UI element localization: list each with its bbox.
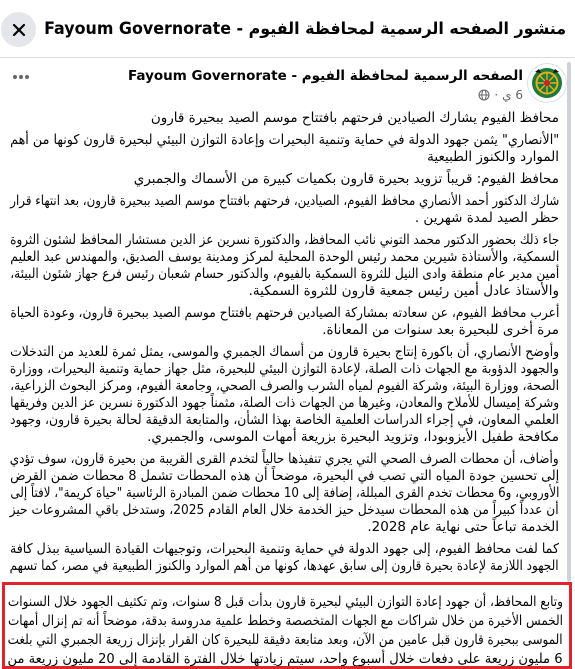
text-line: السمكية، والأستاذة شيرين محمد رئيس الوحدة المحلية لمركز ومدينة يوسف الصديق، والمهندس عبد العليم — [9, 249, 559, 265]
page-avatar[interactable] — [527, 63, 567, 103]
text-line-row — [10, 485, 559, 502]
post-paragraph — [10, 110, 559, 127]
post-paragraph — [10, 344, 559, 446]
text-line: والجهود الدؤوبة مع الجهات ذات الصلة، لإعادة التوازن البيئي للبحيرة، مثل جهاز حماية وتنمية البحيرات، ووزارة — [10, 361, 559, 377]
page-name-link[interactable]: الصفحه الرسمية لمحافظة الفيوم - Fayoum Governorate — [127, 68, 523, 84]
text-line-row — [10, 210, 559, 227]
text-line-row — [8, 612, 563, 631]
text-line: أمين مدير عام منطقة وادى النيل للثروة السمكية بالفيوم، والدكتور حسام شعبان رئيس فرع جهاز شئون البيئة، — [10, 266, 559, 282]
text-line: حظر الصيد لمدة شهرين . — [414, 210, 559, 226]
text-line-row — [10, 451, 559, 468]
text-line: الخدمة تباعاً حتى نهاية عام 2028. — [367, 519, 559, 535]
text-line: والأستاذ عادل أمين رئيس جمعية قارون للثروة السمكية. — [248, 283, 559, 299]
post-paragraph — [10, 305, 559, 339]
text-line-row — [10, 558, 559, 575]
text-line: شارك الدكتور أحمد الأنصاري محافظ الفيوم، الصيادين، فرحتهم بافتتاح موسم الصيد ببحيرة قارون، بعد انتهاء قرار — [9, 193, 559, 209]
highlighted-paragraph — [8, 593, 563, 669]
post-paragraph — [10, 541, 559, 575]
text-line-row — [10, 429, 559, 446]
post-paragraph — [10, 232, 559, 300]
text-line: أعرب محافظ الفيوم، عن سعادته بمشاركة الصيادين فرحتهم بافتتاح موسم الصيد ببحيرة قارون، وعودة الحياة — [9, 305, 559, 321]
text-line: وأوضح الأنصاري، أن باكورة إنتاج بحيرة قارون من أسماك الجمبري والموسى، يمثل ثمرة للعديد من التدخلات — [10, 344, 559, 360]
close-button[interactable] — [1, 12, 36, 47]
text-line-row — [10, 110, 559, 127]
more-options-icon — [12, 74, 30, 80]
text-line-row — [10, 502, 559, 519]
text-line-row — [8, 631, 563, 650]
more-options-button[interactable] — [6, 64, 36, 90]
text-line: الصحة، ووزارة البيئة، وشركة الفيوم لمياه الشرب والصرف الصحي، وجامعة الفيوم، ومركز البحوث الزراعية، — [9, 378, 559, 394]
page-name-row — [40, 67, 523, 86]
governorate-emblem-icon — [527, 63, 567, 103]
post-timestamp[interactable]: 6 ي — [502, 88, 523, 102]
text-line: "الأنصاري" يثمن جهود الدولة في حماية وتنمية البحيرات وإعادة التوازن البيئي لبحيرة قارون كونها من أهم — [10, 132, 559, 148]
meta-separator: · — [494, 88, 499, 102]
text-line-row — [10, 283, 559, 300]
text-line: جاء ذلك بحضور الدكتور محمد التوني نائب المحافظ، والدكتورة نسرين عز الدين مستشار المحافظ لشئون الثروة — [9, 232, 559, 248]
text-line: الموارد والكنوز الطبيعية — [427, 149, 559, 165]
post-paragraph — [10, 132, 559, 166]
text-line: الجهود اللازمة لإعادة بحيرة قارون إلى سابق عهدها، كونها من أهم الموارد والكنوز الطبيعية في مصر، كما تسهم — [9, 558, 559, 574]
text-line-row — [8, 650, 563, 669]
text-line-row — [10, 149, 559, 166]
dialog-header — [0, 0, 575, 58]
text-line-row — [10, 395, 559, 412]
post-paragraph — [10, 171, 559, 188]
dialog-title: منشور الصفحه الرسمية لمحافظة الفيوم - Fayoum Governorate — [43, 19, 566, 38]
text-line: أن عدداً كبيراً من هذه المحطات سيدخل حيز الخدمة خلال العام القادم 2025، وستدخل باقي المشروعات حيز — [9, 502, 559, 518]
text-line: وتابع المحافظ، أن جهود إعادة التوازن البيئي لبحيرة قارون بدأت قبل 8 سنوات، وتم تكثيف الجهود خلال السنوات — [7, 594, 563, 610]
post-text — [10, 110, 559, 580]
post-paragraph — [10, 193, 559, 227]
text-line-row — [10, 305, 559, 322]
text-line-row — [10, 412, 559, 429]
text-line-row — [10, 344, 559, 361]
text-line-row — [10, 249, 559, 266]
text-line-row — [10, 519, 559, 536]
text-line-row — [8, 593, 563, 612]
text-line: مرة أخرى للبحيرة بعد سنوات من المعاناة. — [322, 322, 559, 338]
text-line: الخمس الأخيرة من خلال شراكات مع الجهات المتخصصة وخطط علمية مدروسة بدقة، موضحاً أنه تم إنزال أمهات — [8, 613, 563, 629]
post-meta — [478, 87, 523, 103]
highlighted-paragraph-box — [2, 582, 572, 669]
globe-icon — [478, 89, 490, 101]
scrollbar-thumb[interactable] — [567, 62, 571, 582]
text-line-row — [10, 232, 559, 249]
text-line: الموسى ببحيرة قارون قبل عامين من الآن، وبعد متابعة دقيقة للبحيرة كان القرار بإنزال زريعة الجمبري التي بلغت — [7, 632, 563, 648]
text-line-row — [10, 468, 559, 485]
text-line-row — [10, 266, 559, 283]
post-paragraph — [10, 451, 559, 536]
text-line-row — [10, 322, 559, 339]
scrollbar[interactable] — [567, 60, 572, 666]
text-line-row — [10, 541, 559, 558]
text-line: محافظ الفيوم: قريباً تزويد بحيرة قارون بكميات كبيرة من الأسماك والجمبري — [133, 171, 559, 187]
text-line: إلى تحسين جودة المياه التي تصب في البحيرة، موضحاً أن هذه المحطات تشمل 8 محطات ضمن القرض — [9, 468, 560, 484]
text-line: وشركة إميسال للأملاح والمعادن، وغيرها من الجهات ذات الصلة، مثمناً جهود الدكتورة نسرين عز الدين وفريقها — [10, 395, 559, 411]
text-line-row — [10, 132, 559, 149]
text-line-row — [10, 361, 559, 378]
text-line: الأوروبي، و6 محطات تخدم القرى المبللة، إضافة إلى 10 محطات ضمن المبادرة الرئاسية "حياة كريمة"، لافتاً إلى — [9, 485, 559, 501]
text-line: العلمي المعاون، في إجراء الدراسات العلمية الخاصة بهذا الشأن، والمتابعة الدقيقة لحالة بحيرة قارون، وجهود — [10, 412, 559, 428]
text-line: كما لفت محافظ الفيوم، إلى جهود الدولة في حماية وتنمية البحيرات، وتوجيهات القيادة السياسية ببذل كافة — [10, 541, 559, 557]
dialog-title-container — [44, 17, 566, 41]
text-line: 6 مليون زريعة على دفعات خلال أسبوع واحد، سيتم زيادتها خلال الفترة القادمة إلى 20 مليون زريعة من — [8, 651, 563, 667]
text-line: محافظ الفيوم يشارك الصيادين فرحتهم بافتتاح موسم الصيد ببحيرة قارون — [150, 110, 559, 126]
text-line-row — [10, 378, 559, 395]
text-line: وأضاف، أن محطات الصرف الصحي التي يجري تنفيذها حالياً لتخدم القرى القريبة من بحيرة قارون، سوف تؤدي — [9, 451, 559, 467]
text-line-row — [10, 193, 559, 210]
close-icon — [11, 22, 27, 38]
text-line-row — [10, 171, 559, 188]
text-line: مكافحة طفيل الأيزوبودا، وتزويد البحيرة بزريعة أمهات الموسى، والجمبري. — [147, 429, 559, 445]
